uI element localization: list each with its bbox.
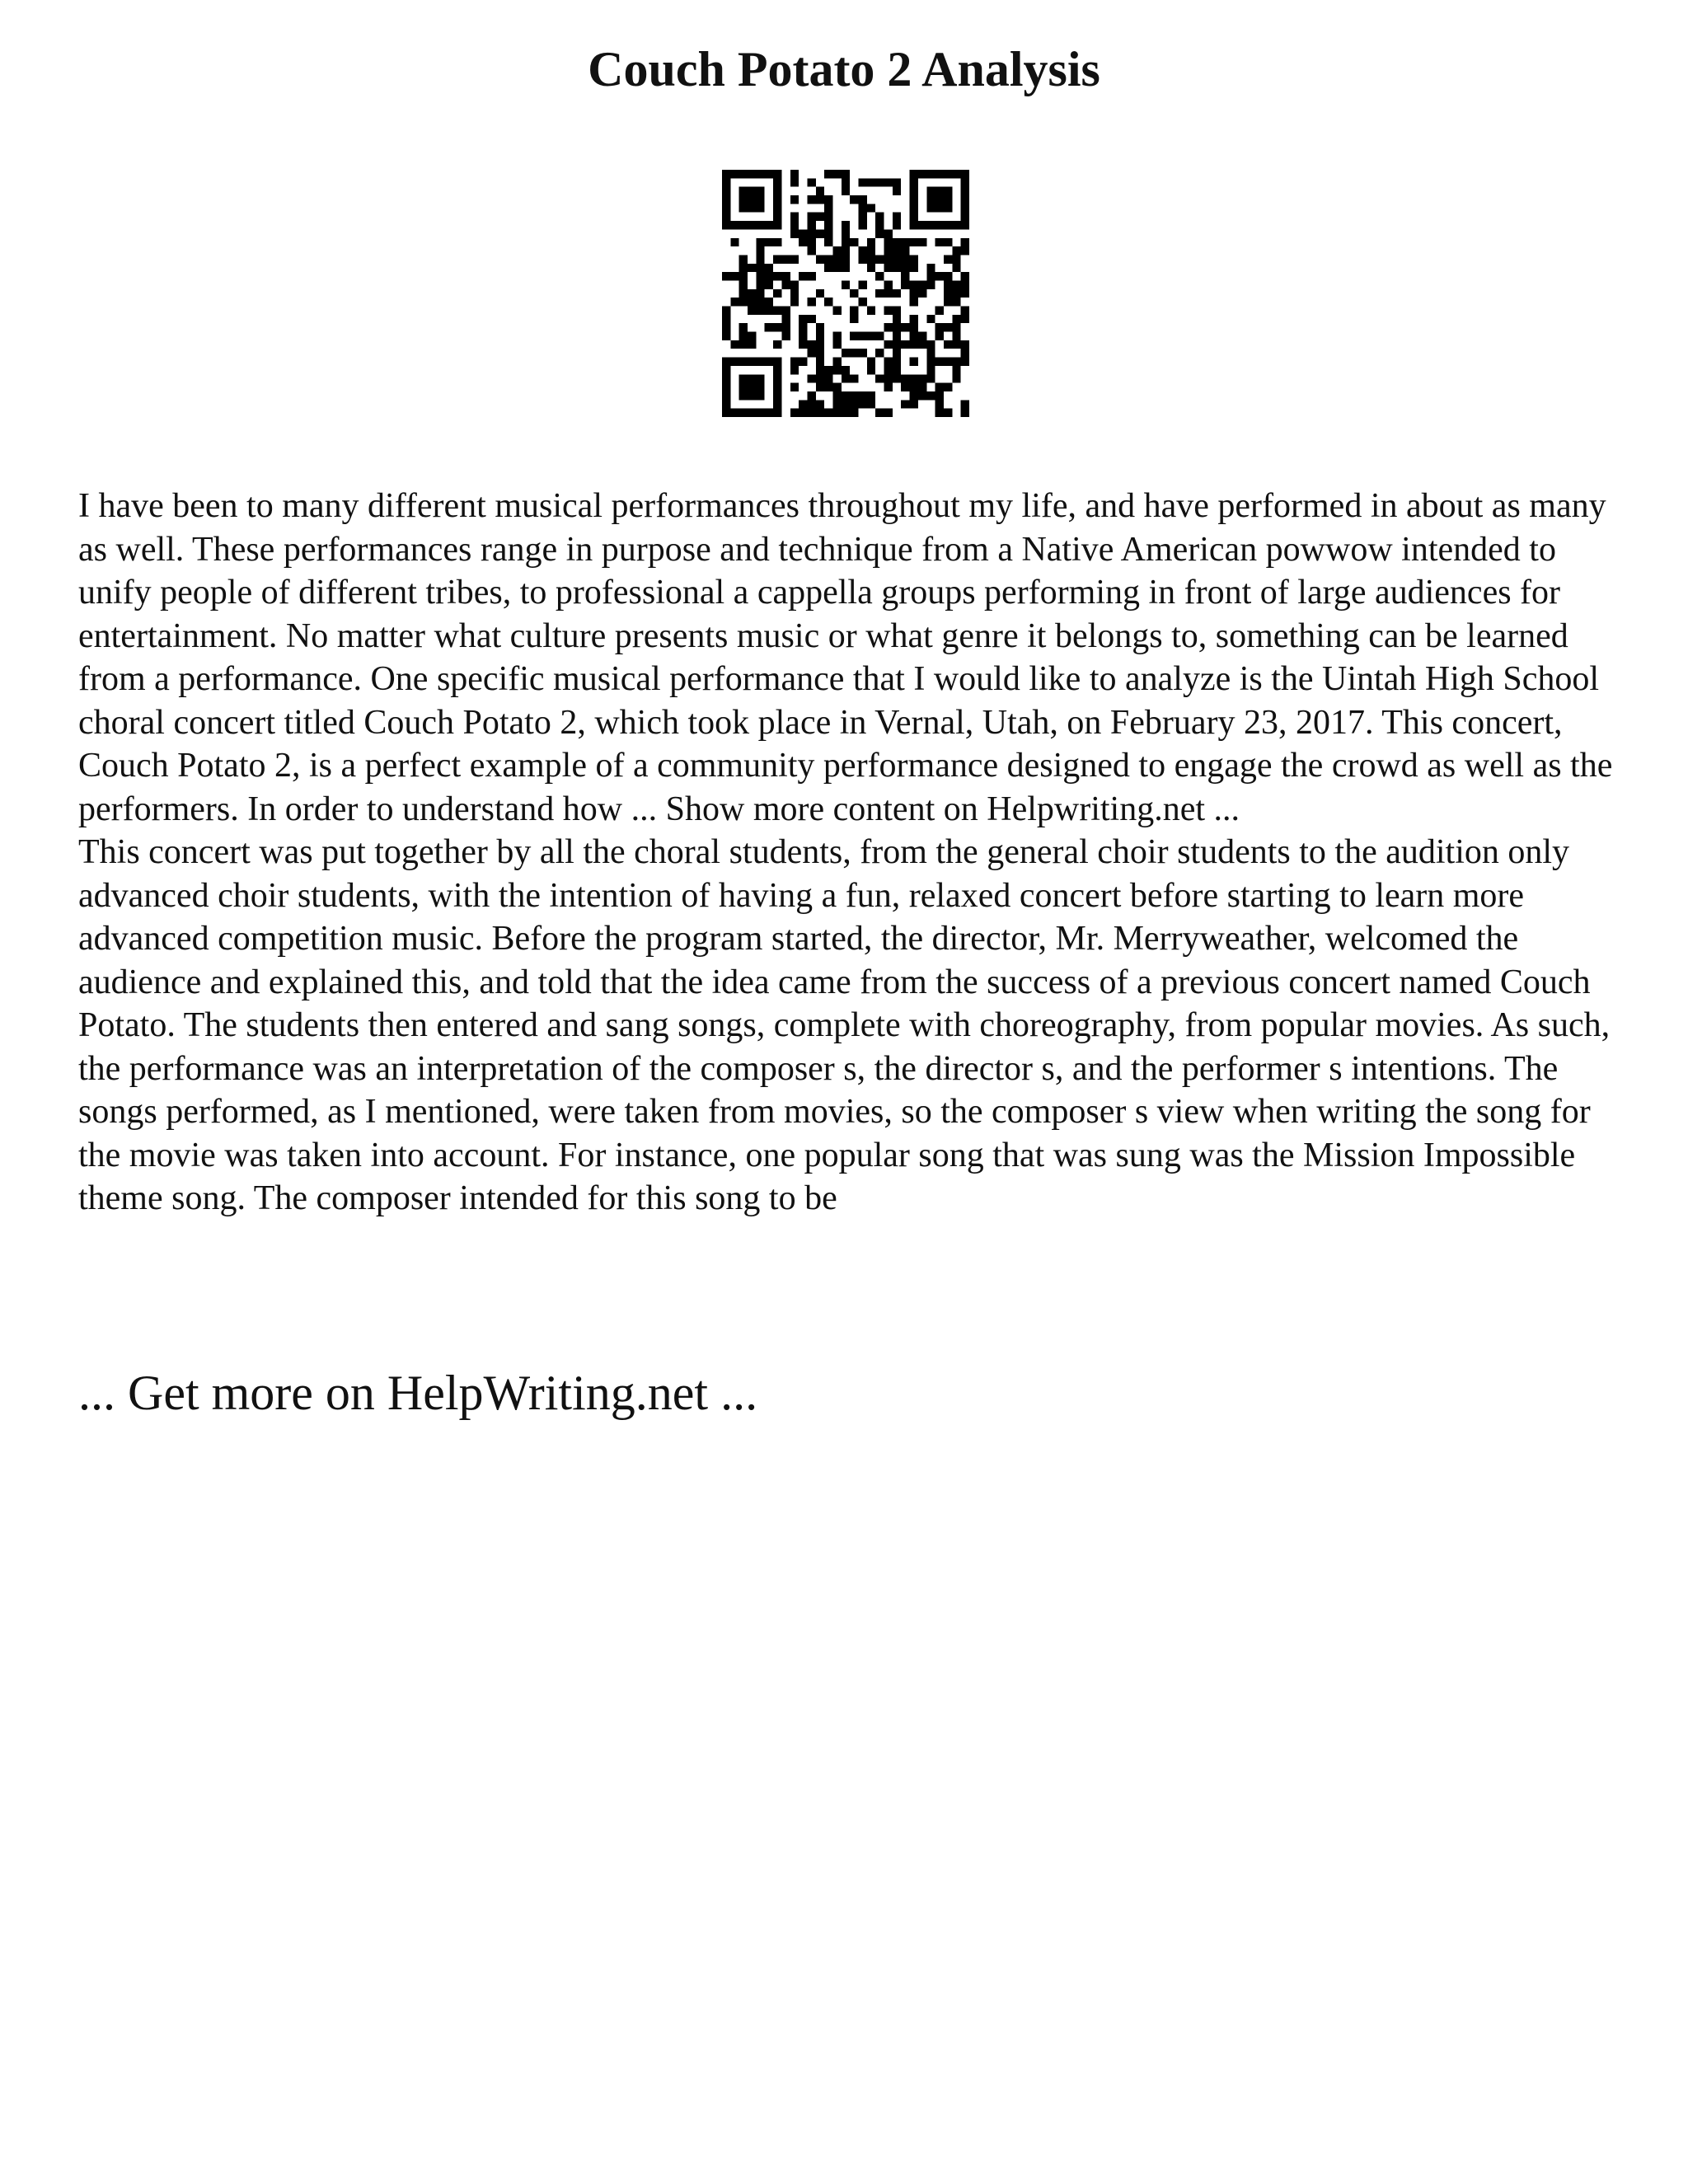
qr-code-icon <box>722 170 969 417</box>
get-more-link[interactable]: ... Get more on HelpWriting.net ... <box>78 1366 758 1420</box>
paragraph-1: I have been to many different musical performances throughout my life, and have performed in about as many as well. These performances range in purpose and technique from a Native American powwow intended to unify people of different tribes, to professional a cappella groups performing in front of large audiences for entertainment. No matter what culture presents music or what genre it belongs to, something can be learned from a performance. One specific musical performance that I would like to analyze is the Uintah High School choral concert titled Couch Potato 2, which took place in Vernal, Utah, on February 23, 2017. This concert, Couch Potato 2, is a perfect example of a community performance designed to engage the crowd as well as the performers. In order to understand how ... Show more content on Helpwriting.net ... <box>78 487 1613 828</box>
document-title: Couch Potato 2 Analysis <box>588 42 1100 96</box>
article-body <box>78 485 1628 1221</box>
paragraph-2: This concert was put together by all the choral students, from the general choir students to the audition only advanced choir students, with the intention of having a fun, relaxed concert before starting to learn more advanced competition music. Before the program started, the director, Mr. Merryweather, welcomed the audience and explained this, and told that the idea came from the success of a previous concert named Couch Potato. The students then entered and sang songs, complete with choreography, from popular movies. As such, the performance was an interpretation of the composer s, the director s, and the performer s intentions. The songs performed, as I mentioned, were taken from movies, so the composer s view when writing the song for the movie was taken into account. For instance, one popular song that was sung was the Mission Impossible theme song. The composer intended for this song to be <box>78 833 1611 1217</box>
